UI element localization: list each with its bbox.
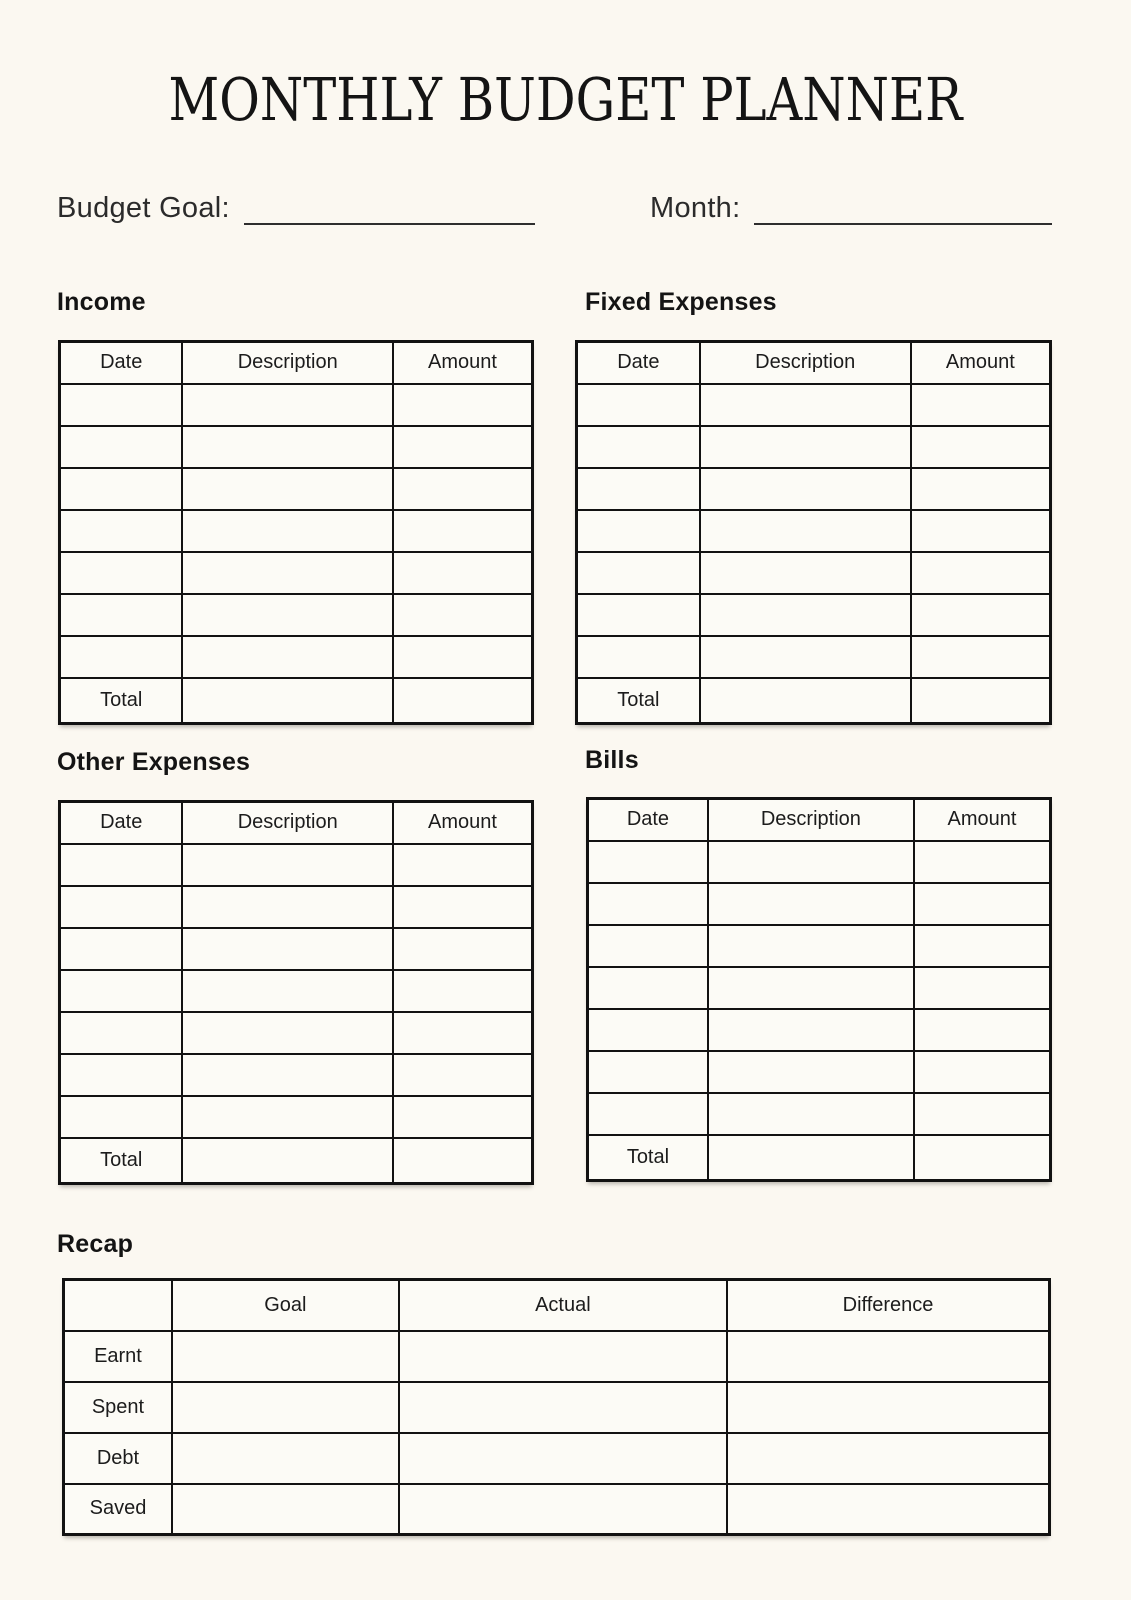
recap-goal-cell xyxy=(172,1331,399,1382)
other_expenses-row-6 xyxy=(60,1054,533,1096)
income-row-6 xyxy=(60,594,533,636)
fixed_expenses-row-3 xyxy=(577,468,1051,510)
fixed_expenses-row-6 xyxy=(577,594,1051,636)
recap-goal-cell xyxy=(172,1382,399,1433)
bills-row-1 xyxy=(588,841,1051,883)
other_expenses-amount-cell xyxy=(393,1096,533,1138)
bills-total-row xyxy=(588,1135,1051,1181)
income-description-cell xyxy=(182,636,392,678)
income-col-date: Date xyxy=(60,342,183,384)
other_expenses-total-amount-cell xyxy=(393,1138,533,1184)
other-expenses-table xyxy=(58,800,534,1185)
bills-row-5 xyxy=(588,1009,1051,1051)
budget-goal-fill-line xyxy=(244,189,535,225)
income-description-cell xyxy=(182,426,392,468)
recap-actual-cell xyxy=(399,1484,727,1535)
fixed_expenses-header-row xyxy=(577,342,1051,384)
income-amount-cell xyxy=(393,468,533,510)
fixed_expenses-row-2 xyxy=(577,426,1051,468)
bills-col-description: Description xyxy=(708,799,914,841)
income-description-cell xyxy=(182,510,392,552)
bills-total-amount-cell xyxy=(914,1135,1051,1181)
income-date-cell xyxy=(60,510,183,552)
recap-actual-cell xyxy=(399,1382,727,1433)
income-row-2 xyxy=(60,426,533,468)
other_expenses-row-5 xyxy=(60,1012,533,1054)
recap-difference-cell xyxy=(727,1433,1049,1484)
fixed_expenses-row-5 xyxy=(577,552,1051,594)
other_expenses-total-label: Total xyxy=(60,1138,183,1184)
income-row-3 xyxy=(60,468,533,510)
income-amount-cell xyxy=(393,552,533,594)
recap-difference-cell xyxy=(727,1484,1049,1535)
income-date-cell xyxy=(60,468,183,510)
other_expenses-amount-cell xyxy=(393,1012,533,1054)
fixed_expenses-total-amount-cell xyxy=(911,678,1051,724)
section-heading-fixed-expenses: Fixed Expenses xyxy=(585,288,777,316)
recap-row-label-saved: Saved xyxy=(64,1484,172,1535)
bills-row-2 xyxy=(588,883,1051,925)
income-date-cell xyxy=(60,594,183,636)
fixed_expenses-row-7 xyxy=(577,636,1051,678)
bills-amount-cell xyxy=(914,841,1051,883)
recap-goal-cell xyxy=(172,1484,399,1535)
other_expenses-date-cell xyxy=(60,1054,183,1096)
income-amount-cell xyxy=(393,510,533,552)
other_expenses-description-cell xyxy=(182,1012,392,1054)
bills-total-label: Total xyxy=(588,1135,708,1181)
bills-description-cell xyxy=(708,841,914,883)
bills-date-cell xyxy=(588,967,708,1009)
recap-row-saved xyxy=(64,1484,1050,1535)
recap-row-label-spent: Spent xyxy=(64,1382,172,1433)
income-row-1 xyxy=(60,384,533,426)
fixed_expenses-amount-cell xyxy=(911,510,1051,552)
bills-description-cell xyxy=(708,967,914,1009)
recap-difference-cell xyxy=(727,1331,1049,1382)
bills-description-cell xyxy=(708,925,914,967)
other_expenses-row-2 xyxy=(60,886,533,928)
bills-table xyxy=(586,797,1052,1182)
other_expenses-description-cell xyxy=(182,886,392,928)
fixed-expenses-table xyxy=(575,340,1052,725)
income-col-description: Description xyxy=(182,342,392,384)
page-title: MONTHLY BUDGET PLANNER xyxy=(168,65,963,134)
bills-row-4 xyxy=(588,967,1051,1009)
recap-table xyxy=(62,1278,1051,1536)
fixed_expenses-description-cell xyxy=(700,636,911,678)
bills-amount-cell xyxy=(914,1051,1051,1093)
income-table xyxy=(58,340,534,725)
fixed_expenses-row-1 xyxy=(577,384,1051,426)
bills-row-7 xyxy=(588,1093,1051,1135)
month-fill-line xyxy=(754,189,1052,225)
other_expenses-date-cell xyxy=(60,1096,183,1138)
bills-description-cell xyxy=(708,883,914,925)
income-row-4 xyxy=(60,510,533,552)
fixed_expenses-date-cell xyxy=(577,552,700,594)
other_expenses-amount-cell xyxy=(393,1054,533,1096)
other_expenses-date-cell xyxy=(60,1012,183,1054)
other_expenses-date-cell xyxy=(60,928,183,970)
fixed_expenses-date-cell xyxy=(577,510,700,552)
recap-col-actual: Actual xyxy=(399,1280,727,1331)
income-date-cell xyxy=(60,552,183,594)
other_expenses-row-3 xyxy=(60,928,533,970)
bills-amount-cell xyxy=(914,967,1051,1009)
fixed_expenses-description-cell xyxy=(700,552,911,594)
other_expenses-total-row xyxy=(60,1138,533,1184)
fixed_expenses-amount-cell xyxy=(911,636,1051,678)
other_expenses-description-cell xyxy=(182,1054,392,1096)
other_expenses-description-cell xyxy=(182,970,392,1012)
income-description-cell xyxy=(182,552,392,594)
other_expenses-description-cell xyxy=(182,844,392,886)
income-col-amount: Amount xyxy=(393,342,533,384)
fixed_expenses-total-description-cell xyxy=(700,678,911,724)
other_expenses-date-cell xyxy=(60,886,183,928)
budget-goal-field xyxy=(57,181,535,225)
other_expenses-amount-cell xyxy=(393,844,533,886)
other_expenses-amount-cell xyxy=(393,928,533,970)
section-heading-recap: Recap xyxy=(57,1230,134,1258)
fixed_expenses-amount-cell xyxy=(911,468,1051,510)
other_expenses-row-7 xyxy=(60,1096,533,1138)
income-date-cell xyxy=(60,636,183,678)
other_expenses-col-description: Description xyxy=(182,802,392,844)
income-amount-cell xyxy=(393,426,533,468)
section-heading-bills: Bills xyxy=(585,746,639,774)
bills-total-description-cell xyxy=(708,1135,914,1181)
income-header-row xyxy=(60,342,533,384)
other_expenses-amount-cell xyxy=(393,970,533,1012)
recap-difference-cell xyxy=(727,1382,1049,1433)
bills-date-cell xyxy=(588,925,708,967)
bills-row-3 xyxy=(588,925,1051,967)
income-description-cell xyxy=(182,594,392,636)
recap-row-debt xyxy=(64,1433,1050,1484)
bills-description-cell xyxy=(708,1051,914,1093)
other_expenses-col-amount: Amount xyxy=(393,802,533,844)
bills-date-cell xyxy=(588,841,708,883)
bills-date-cell xyxy=(588,1093,708,1135)
other_expenses-date-cell xyxy=(60,844,183,886)
bills-date-cell xyxy=(588,1009,708,1051)
income-date-cell xyxy=(60,384,183,426)
fixed_expenses-date-cell xyxy=(577,468,700,510)
recap-row-label-debt: Debt xyxy=(64,1433,172,1484)
fixed_expenses-col-date: Date xyxy=(577,342,700,384)
recap-actual-cell xyxy=(399,1331,727,1382)
other_expenses-row-1 xyxy=(60,844,533,886)
budget-goal-label: Budget Goal: xyxy=(57,192,230,225)
fixed_expenses-description-cell xyxy=(700,468,911,510)
recap-actual-cell xyxy=(399,1433,727,1484)
other_expenses-amount-cell xyxy=(393,886,533,928)
bills-amount-cell xyxy=(914,925,1051,967)
income-amount-cell xyxy=(393,636,533,678)
income-total-amount-cell xyxy=(393,678,533,724)
recap-header-row xyxy=(64,1280,1050,1331)
fixed_expenses-description-cell xyxy=(700,594,911,636)
fixed_expenses-amount-cell xyxy=(911,552,1051,594)
other_expenses-total-description-cell xyxy=(182,1138,392,1184)
other_expenses-description-cell xyxy=(182,1096,392,1138)
bills-amount-cell xyxy=(914,1009,1051,1051)
month-field xyxy=(650,181,1052,225)
recap-goal-cell xyxy=(172,1433,399,1484)
income-row-5 xyxy=(60,552,533,594)
fixed_expenses-amount-cell xyxy=(911,426,1051,468)
recap-corner-cell xyxy=(64,1280,172,1331)
other_expenses-col-date: Date xyxy=(60,802,183,844)
month-label: Month: xyxy=(650,192,741,225)
bills-description-cell xyxy=(708,1009,914,1051)
fixed_expenses-row-4 xyxy=(577,510,1051,552)
fixed_expenses-date-cell xyxy=(577,636,700,678)
recap-row-label-earnt: Earnt xyxy=(64,1331,172,1382)
other_expenses-row-4 xyxy=(60,970,533,1012)
fixed_expenses-date-cell xyxy=(577,594,700,636)
income-total-row xyxy=(60,678,533,724)
bills-date-cell xyxy=(588,883,708,925)
bills-amount-cell xyxy=(914,1093,1051,1135)
other_expenses-description-cell xyxy=(182,928,392,970)
fixed_expenses-total-row xyxy=(577,678,1051,724)
bills-col-date: Date xyxy=(588,799,708,841)
income-row-7 xyxy=(60,636,533,678)
income-total-description-cell xyxy=(182,678,392,724)
income-description-cell xyxy=(182,468,392,510)
bills-date-cell xyxy=(588,1051,708,1093)
other_expenses-header-row xyxy=(60,802,533,844)
fixed_expenses-amount-cell xyxy=(911,384,1051,426)
bills-row-6 xyxy=(588,1051,1051,1093)
bills-header-row xyxy=(588,799,1051,841)
bills-col-amount: Amount xyxy=(914,799,1051,841)
fixed_expenses-description-cell xyxy=(700,384,911,426)
income-amount-cell xyxy=(393,594,533,636)
recap-row-spent xyxy=(64,1382,1050,1433)
fixed_expenses-col-amount: Amount xyxy=(911,342,1051,384)
income-description-cell xyxy=(182,384,392,426)
fixed_expenses-amount-cell xyxy=(911,594,1051,636)
other_expenses-date-cell xyxy=(60,970,183,1012)
income-amount-cell xyxy=(393,384,533,426)
bills-amount-cell xyxy=(914,883,1051,925)
fixed_expenses-total-label: Total xyxy=(577,678,700,724)
section-heading-other-expenses: Other Expenses xyxy=(57,748,251,776)
recap-row-earnt xyxy=(64,1331,1050,1382)
fixed_expenses-date-cell xyxy=(577,426,700,468)
fixed_expenses-description-cell xyxy=(700,426,911,468)
income-total-label: Total xyxy=(60,678,183,724)
section-heading-income: Income xyxy=(57,288,146,316)
recap-col-difference: Difference xyxy=(727,1280,1049,1331)
bills-description-cell xyxy=(708,1093,914,1135)
recap-col-goal: Goal xyxy=(172,1280,399,1331)
fixed_expenses-date-cell xyxy=(577,384,700,426)
fixed_expenses-description-cell xyxy=(700,510,911,552)
income-date-cell xyxy=(60,426,183,468)
fixed_expenses-col-description: Description xyxy=(700,342,911,384)
